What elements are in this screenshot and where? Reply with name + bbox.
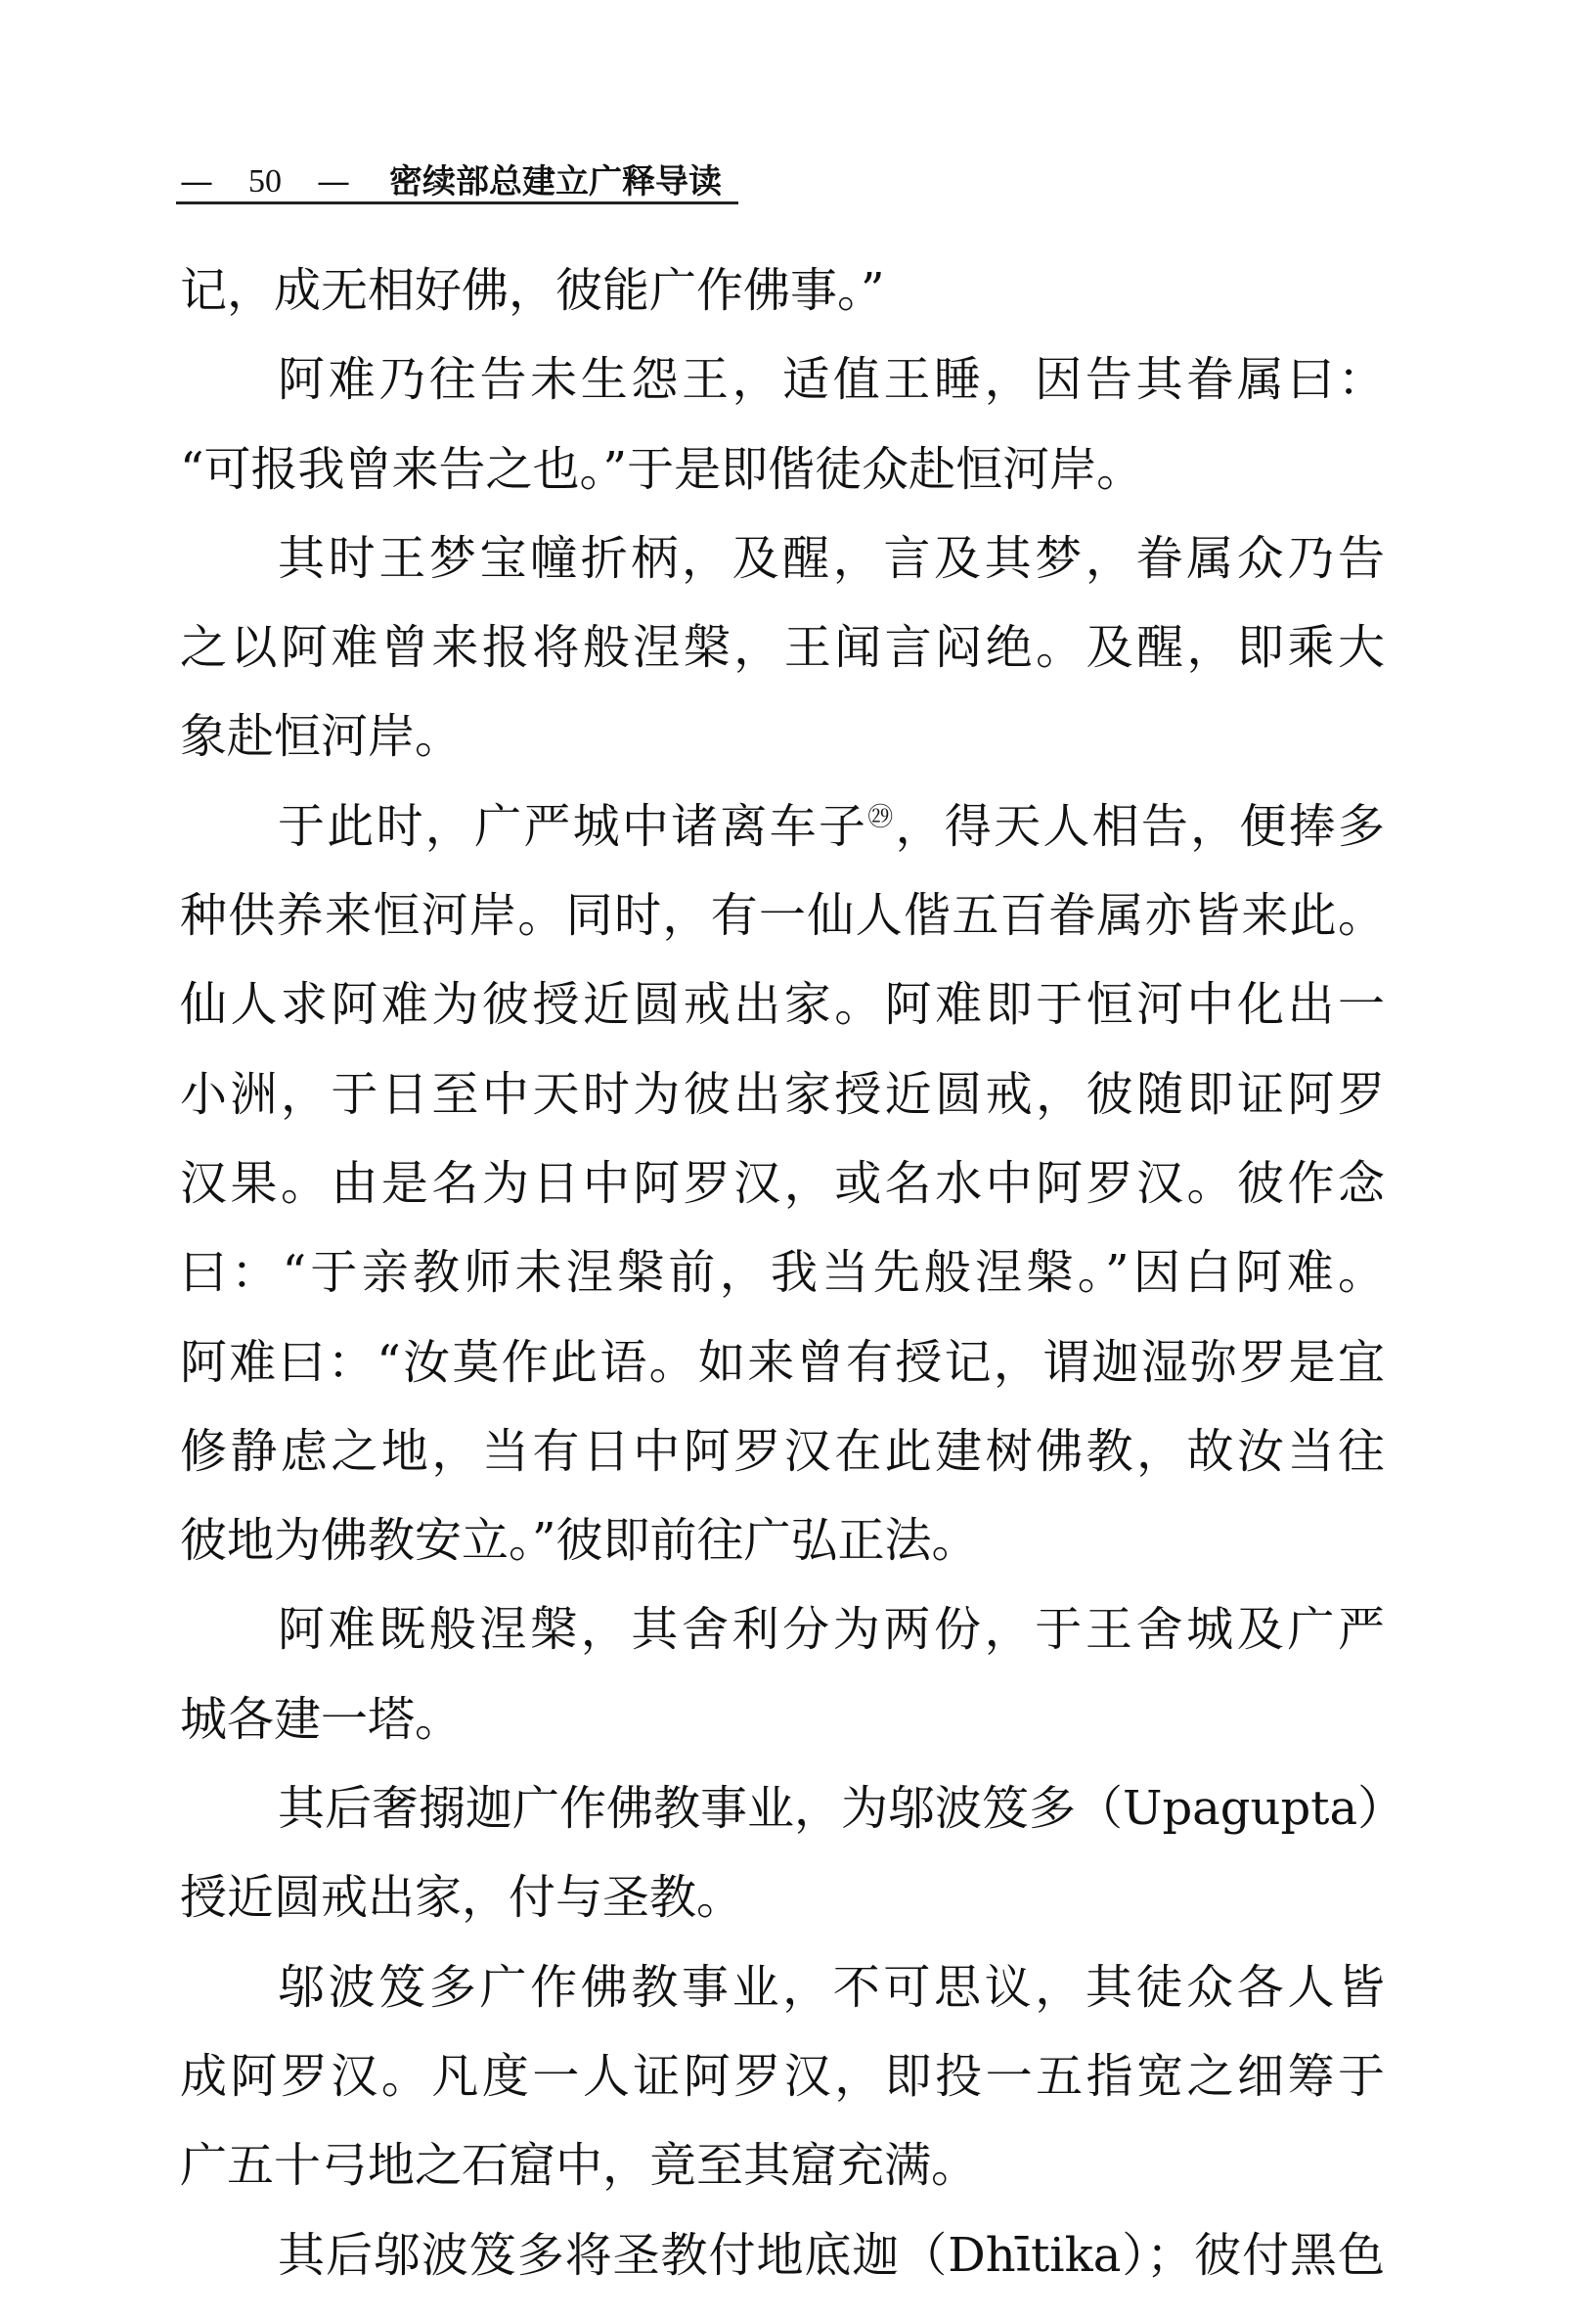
line-text: 汉果。由是名为日中阿罗汉，或名水中阿罗汉。彼作念	[180, 1155, 1385, 1211]
running-header	[176, 147, 738, 201]
body-text	[180, 246, 1405, 2300]
line-text-after: ，得天人相告，便捧多	[895, 798, 1385, 854]
text-line	[180, 1764, 1405, 1853]
line-text: 阿难曰：“汝莫作此语。如来曾有授记，谓迦湿弥罗是宜	[180, 1334, 1385, 1390]
text-line	[180, 782, 1385, 871]
header-rule	[176, 201, 738, 204]
line-text: 广五十弓地之石窟中，竟至其窟充满。	[180, 2138, 979, 2194]
text-line	[180, 603, 1385, 692]
text-line	[180, 425, 1385, 514]
line-text: 其后奢搦迦广作佛教事业，为邬波笈多（Upagupta）	[278, 1781, 1405, 1837]
line-text: 其时王梦宝幢折柄，及醒，言及其梦，眷属众乃告	[278, 530, 1385, 586]
line-text: “可报我曾来告之也。”于是即偕徒众赴恒河岸。	[180, 441, 1144, 497]
line-text: 彼地为佛教安立。”彼即前往广弘正法。	[180, 1513, 979, 1569]
line-text: 小洲，于日至中天时为彼出家授近圆戒，彼随即证阿罗	[180, 1066, 1385, 1122]
text-line	[180, 960, 1385, 1049]
text-line	[180, 871, 1385, 960]
line-text: 之以阿难曾来报将般涅槃，王闻言闷绝。及醒，即乘大	[180, 620, 1385, 676]
text-line	[180, 2032, 1385, 2121]
text-line	[180, 1139, 1385, 1228]
line-text: 曰：“于亲教师未涅槃前，我当先般涅槃。”因白阿难。	[180, 1245, 1385, 1301]
header-dash-right: —	[317, 162, 350, 201]
header-dash-left: —	[180, 162, 213, 201]
book-title: 密续部总建立广释导读	[389, 162, 722, 201]
text-line	[180, 335, 1385, 424]
text-line	[180, 1318, 1385, 1407]
line-text: 阿难既般涅槃，其舍利分为两份，于王舍城及广严	[278, 1602, 1385, 1658]
line-text: 阿难乃往告未生怨王，适值王睡，因告其眷属曰：	[278, 352, 1385, 408]
footnote-marker: ㉙	[867, 802, 896, 832]
line-text: 成阿罗汉。凡度一人证阿罗汉，即投一五指宽之细筹于	[180, 2048, 1385, 2104]
text-line	[180, 246, 1385, 335]
text-line	[180, 1585, 1385, 1674]
line-text: 其后邬波笈多将圣教付地底迦（Dhītika）；彼付黑色	[278, 2227, 1385, 2283]
line-text: 授近圆戒出家，付与圣教。	[180, 1870, 744, 1926]
text-line	[180, 1407, 1385, 1496]
text-line	[180, 1496, 1385, 1585]
line-text: 记，成无相好佛，彼能广作佛事。”	[180, 263, 885, 318]
text-line	[180, 1943, 1385, 2032]
page-number: 50	[248, 163, 282, 200]
text-line	[180, 1050, 1385, 1139]
text-line	[180, 514, 1385, 603]
line-text: 于此时，广严城中诸离车子	[278, 798, 868, 854]
text-line	[180, 1228, 1385, 1317]
line-text: 修静虑之地，当有日中阿罗汉在此建树佛教，故汝当往	[180, 1423, 1385, 1479]
text-line	[180, 2121, 1385, 2210]
line-text: 城各建一塔。	[180, 1691, 463, 1747]
line-text: 邬波笈多广作佛教事业，不可思议，其徒众各人皆	[278, 1959, 1385, 2015]
text-line	[180, 1675, 1385, 1764]
text-line	[180, 692, 1385, 781]
text-line	[180, 2211, 1385, 2300]
text-line	[180, 1853, 1385, 1942]
line-text: 象赴恒河岸。	[180, 709, 463, 765]
line-text: 种供养来恒河岸。同时，有一仙人偕五百眷属亦皆来此。	[180, 888, 1385, 944]
line-text: 仙人求阿难为彼授近圆戒出家。阿难即于恒河中化出一	[180, 977, 1385, 1033]
